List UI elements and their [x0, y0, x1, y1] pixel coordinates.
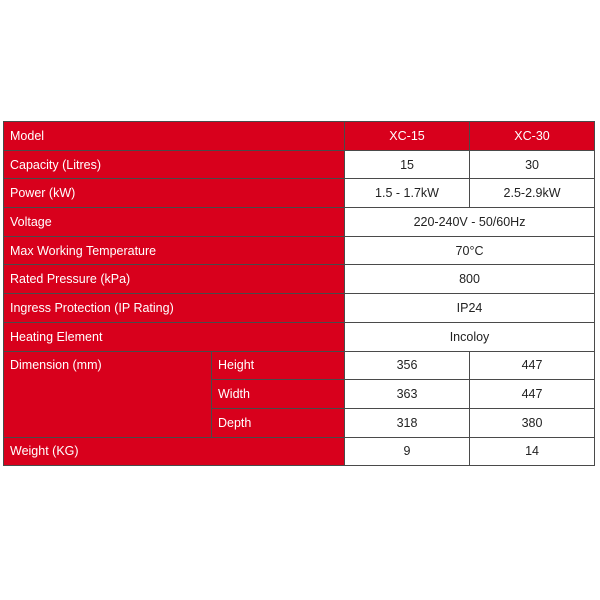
- width-xc30: 447: [470, 380, 595, 409]
- dimension-label: Dimension (mm): [4, 351, 212, 437]
- header-row: [4, 122, 595, 151]
- height-xc15: 356: [345, 351, 470, 380]
- max-temp-label: Max Working Temperature: [4, 236, 345, 265]
- heating-label: Heating Element: [4, 322, 345, 351]
- weight-xc15: 9: [345, 437, 470, 466]
- ip-value: IP24: [345, 294, 595, 323]
- capacity-label: Capacity (Litres): [4, 150, 345, 179]
- height-label: Height: [212, 351, 345, 380]
- table-row: [4, 150, 595, 179]
- capacity-xc30: 30: [470, 150, 595, 179]
- model-label: Model: [4, 122, 345, 151]
- max-temp-value: 70°C: [345, 236, 595, 265]
- model-xc15: XC-15: [345, 122, 470, 151]
- table-row: [4, 322, 595, 351]
- model-xc30: XC-30: [470, 122, 595, 151]
- depth-xc15: 318: [345, 408, 470, 437]
- width-label: Width: [212, 380, 345, 409]
- pressure-value: 800: [345, 265, 595, 294]
- depth-label: Depth: [212, 408, 345, 437]
- table-row: [4, 351, 595, 380]
- table-row: [4, 208, 595, 237]
- width-xc15: 363: [345, 380, 470, 409]
- voltage-label: Voltage: [4, 208, 345, 237]
- table-row: [4, 265, 595, 294]
- power-xc30: 2.5-2.9kW: [470, 179, 595, 208]
- voltage-value: 220-240V - 50/60Hz: [345, 208, 595, 237]
- heating-value: Incoloy: [345, 322, 595, 351]
- table-row: [4, 236, 595, 265]
- table-row: [4, 179, 595, 208]
- height-xc30: 447: [470, 351, 595, 380]
- weight-xc30: 14: [470, 437, 595, 466]
- spec-table: [3, 121, 595, 466]
- ip-label: Ingress Protection (IP Rating): [4, 294, 345, 323]
- depth-xc30: 380: [470, 408, 595, 437]
- table-row: [4, 437, 595, 466]
- weight-label: Weight (KG): [4, 437, 345, 466]
- power-label: Power (kW): [4, 179, 345, 208]
- table-row: [4, 294, 595, 323]
- pressure-label: Rated Pressure (kPa): [4, 265, 345, 294]
- capacity-xc15: 15: [345, 150, 470, 179]
- power-xc15: 1.5 - 1.7kW: [345, 179, 470, 208]
